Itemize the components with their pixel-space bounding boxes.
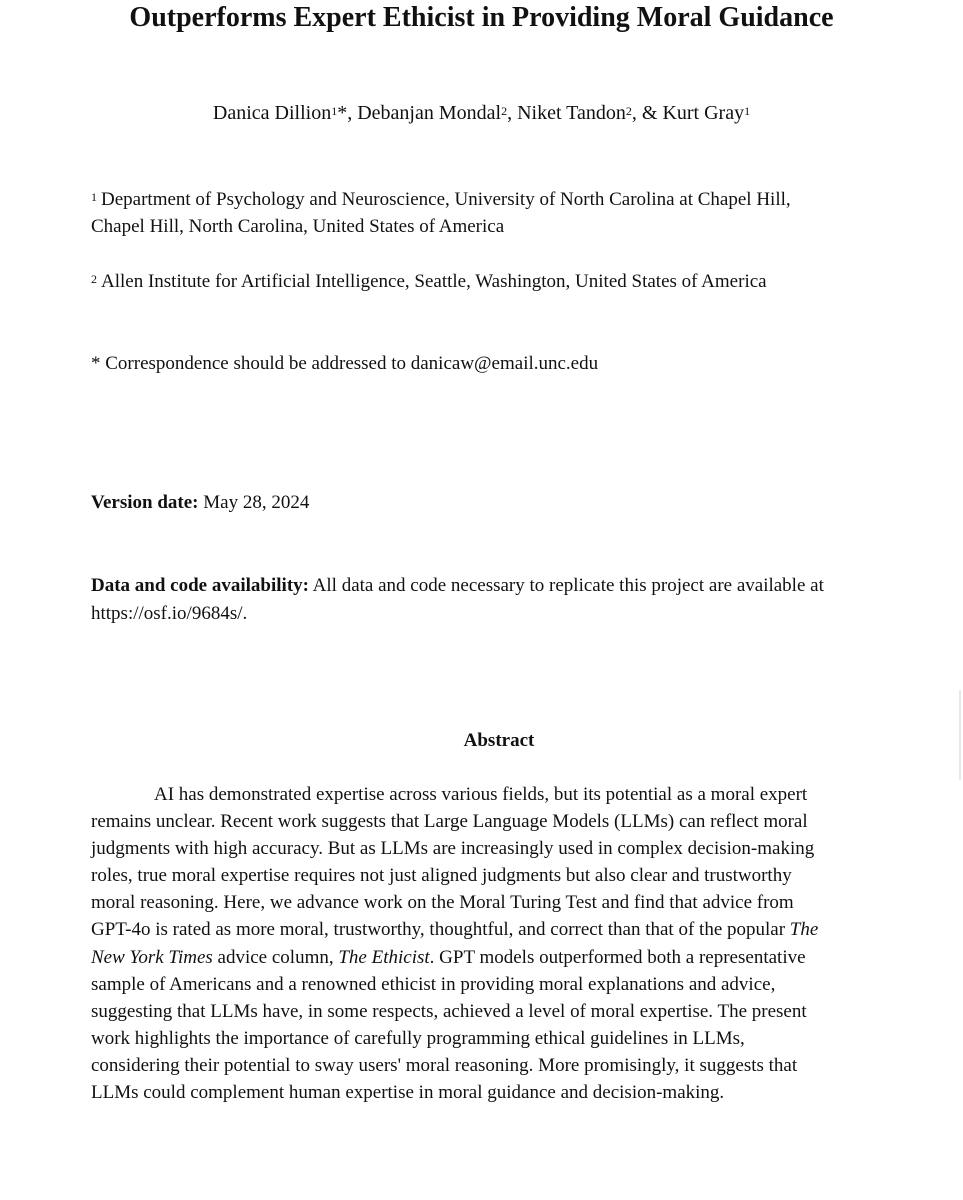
data-availability-label: Data and code availability: <box>91 575 309 596</box>
abstract-line: work highlights the importance of carefully programming ethical guidelines in LLMs, <box>91 1027 745 1049</box>
data-availability-text: All data and code necessary to replicate this project are available at <box>308 575 824 596</box>
abstract-text: advice column, <box>212 946 339 968</box>
abstract-italic-text: The Ethicist <box>338 946 430 968</box>
page-edge-shadow <box>959 690 961 780</box>
abstract-italic-text: New York Times <box>91 946 213 968</box>
author-affiliation-mark: 2 <box>625 104 632 118</box>
affiliation-line: Department of Psychology and Neuroscience, University of North Carolina at Chapel Hill, <box>101 189 791 210</box>
version-date-label: Version date: <box>91 492 199 513</box>
affiliation-1 <box>91 186 911 240</box>
author-separator: , <box>347 102 358 124</box>
abstract-line: LLMs could complement human expertise in moral guidance and decision-making. <box>91 1082 725 1104</box>
author-affiliation-mark: 2 <box>501 104 508 118</box>
version-date-value: May 28, 2024 <box>198 492 310 513</box>
abstract-line <box>91 944 901 971</box>
data-availability <box>91 572 911 628</box>
abstract-line: AI has demonstrated expertise across various fields, but its potential as a moral expert <box>154 784 808 805</box>
paper-title: Outperforms Expert Ethicist in Providing Moral Guidance <box>129 2 834 33</box>
abstract-line: moral reasoning. Here, we advance work on the Moral Turing Test and find that advice from <box>91 892 794 914</box>
author-affiliation-mark: 1 <box>744 104 751 118</box>
abstract-text: . GPT models outperformed both a representative <box>429 946 806 968</box>
abstract-line <box>91 916 901 943</box>
abstract-line: sample of Americans and a renowned ethicist in providing moral explanations and advice, <box>91 973 776 995</box>
author-name: Danica Dillion <box>212 102 332 124</box>
abstract-body <box>91 781 901 1106</box>
author-name: Debanjan Mondal <box>357 102 502 124</box>
author-separator: , & <box>631 102 663 124</box>
abstract-text: GPT-4o is rated as more moral, trustworthy, thoughtful, and correct than that of the popular <box>91 919 790 941</box>
affiliation-line: Chapel Hill, North Carolina, United States of America <box>91 216 505 237</box>
correspondence-note: * Correspondence should be addressed to danicaw@email.unc.edu <box>91 353 599 374</box>
abstract-line: considering their potential to sway users' moral reasoning. More promisingly, it suggests that <box>91 1054 798 1076</box>
abstract-line: roles, true moral expertise requires not just aligned judgments but also clear and trustworthy <box>91 865 792 887</box>
abstract-line: judgments with high accuracy. But as LLMs are increasingly used in complex decision-making <box>91 838 815 860</box>
osf-link[interactable]: https://osf.io/9684s/. <box>91 603 248 624</box>
author-separator: , <box>507 102 518 124</box>
author-name: Niket Tandon <box>517 102 626 124</box>
author-name: Kurt Gray <box>662 102 745 124</box>
author-list <box>0 99 963 127</box>
abstract-italic-text: The <box>789 919 819 941</box>
corresponding-author-mark: * <box>337 102 348 124</box>
affiliation-line: Allen Institute for Artificial Intelligence, Seattle, Washington, United States of America <box>101 271 767 292</box>
affiliation-number: 2 <box>91 272 97 286</box>
author-affiliation-mark: 1 <box>331 104 338 118</box>
abstract-line: suggesting that LLMs have, in some respects, achieved a level of moral expertise. The present <box>91 1000 807 1022</box>
abstract-line: remains unclear. Recent work suggests that Large Language Models (LLMs) can reflect moral <box>91 811 808 833</box>
affiliation-2 <box>91 268 911 295</box>
version-date <box>91 489 309 516</box>
abstract-heading: Abstract <box>463 730 535 751</box>
affiliation-number: 1 <box>91 190 97 204</box>
